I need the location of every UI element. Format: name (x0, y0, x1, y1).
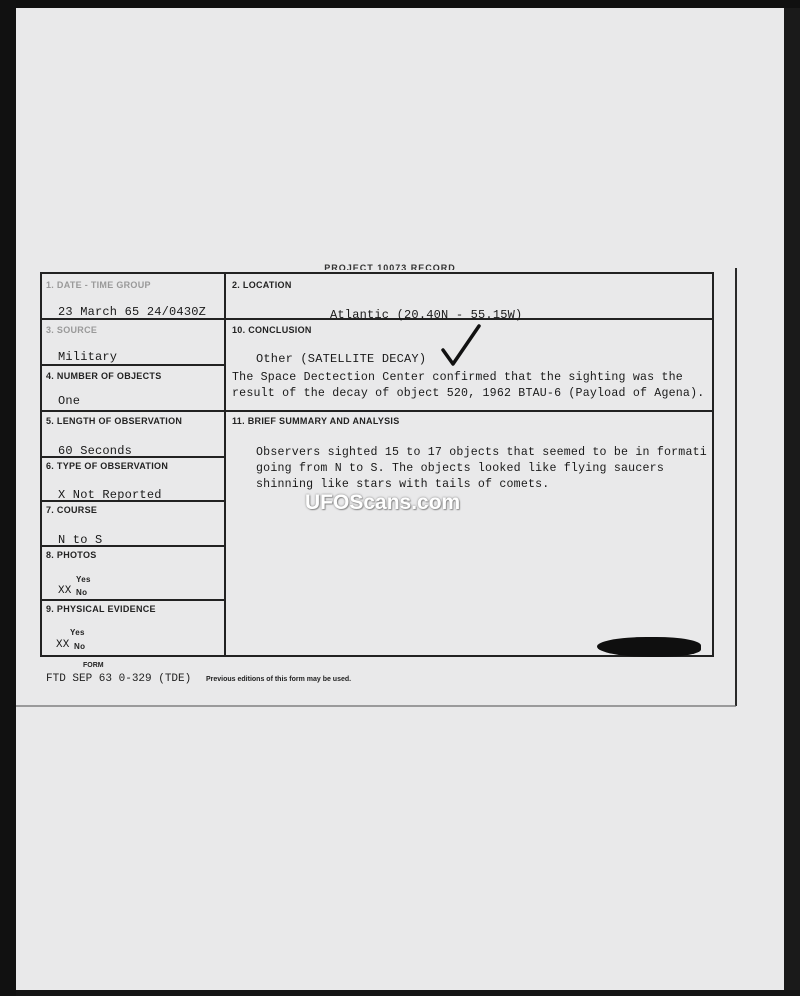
row-divider (40, 410, 714, 412)
ink-blot (597, 637, 701, 657)
scan-border-left (0, 0, 16, 996)
row-divider (40, 599, 226, 601)
conclusion-detail-line2: result of the decay of object 520, 1962 BTAU-6 (Payload of Agena). (232, 387, 705, 400)
date-value: 23 March 65 24/0430Z (58, 305, 207, 319)
course-value: N to S (58, 533, 103, 547)
type-label: 6. TYPE OF OBSERVATION (46, 461, 169, 471)
evidence-no: No (74, 642, 86, 651)
row-divider (40, 364, 226, 366)
course-label: 7. COURSE (46, 505, 98, 515)
scan-border-right (784, 8, 800, 990)
source-value: Military (58, 350, 118, 364)
conclusion-label: 10. CONCLUSION (232, 325, 312, 335)
photos-no: No (76, 588, 88, 597)
type-value: X Not Reported (58, 488, 162, 502)
summary-label: 11. BRIEF SUMMARY AND ANALYSIS (232, 416, 400, 426)
evidence-label: 9. PHYSICAL EVIDENCE (46, 604, 156, 614)
number-of-objects-value: One (58, 394, 81, 408)
conclusion-detail-line1: The Space Dectection Center confirmed that the sighting was the (232, 371, 683, 384)
length-value: 60 Seconds (58, 444, 133, 458)
location-label: 2. LOCATION (232, 280, 292, 290)
conclusion-value: Other (SATELLITE DECAY) (256, 352, 427, 366)
previous-editions-note: Previous editions of this form may be used. (206, 676, 352, 683)
location-value: Atlantic (20.40N - 55.15W) (330, 308, 523, 322)
evidence-yes: Yes (70, 628, 85, 637)
length-label: 5. LENGTH OF OBSERVATION (46, 416, 183, 426)
watermark: UFOScans.com (305, 491, 461, 514)
evidence-no-mark: XX (56, 639, 70, 651)
form-word: FORM (83, 662, 104, 669)
date-label: 1. DATE - TIME GROUP (46, 280, 151, 290)
scan-border-top (0, 0, 800, 8)
summary-line3: shinning like stars with tails of comets. (256, 478, 550, 491)
edge-shadow (16, 705, 736, 707)
photos-no-mark: XX (58, 585, 72, 597)
summary-line1: Observers sighted 15 to 17 objects that seemed to be in formati (256, 446, 707, 459)
photos-yes: Yes (76, 575, 91, 584)
form-title: PROJECT 10073 RECORD (324, 263, 456, 270)
source-label: 3. SOURCE (46, 325, 98, 335)
checkmark-icon (441, 322, 481, 368)
photos-label: 8. PHOTOS (46, 550, 97, 560)
summary-line2: going from N to S. The objects looked like flying saucers (256, 462, 664, 475)
margin-rule (735, 268, 737, 706)
number-of-objects-label: 4. NUMBER OF OBJECTS (46, 371, 162, 381)
form-number: FTD SEP 63 0-329 (TDE) (46, 673, 192, 685)
